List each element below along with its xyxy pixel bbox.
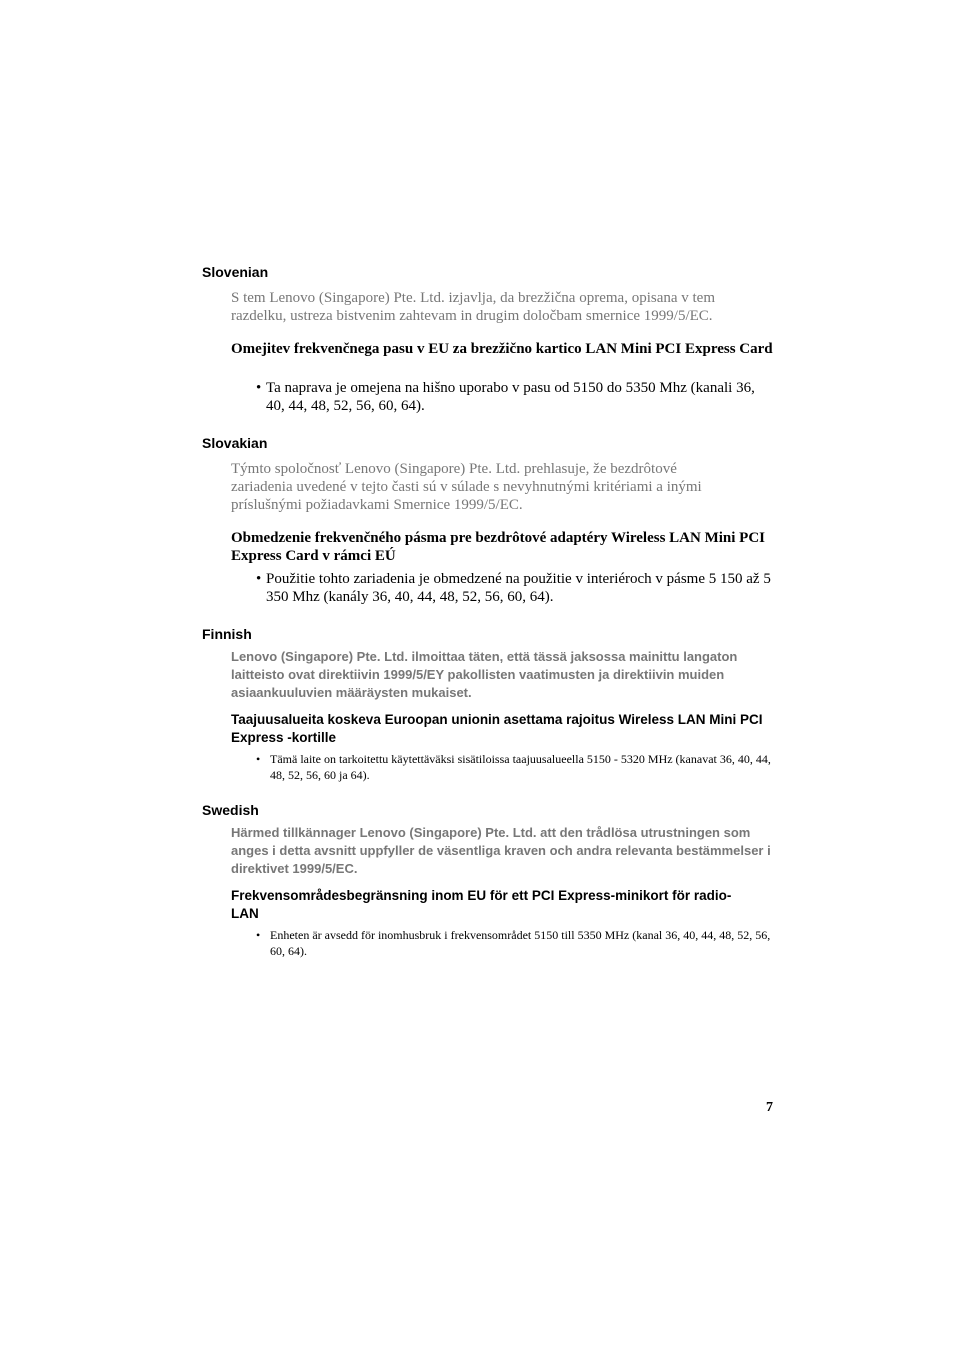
declaration-slovenian: S tem Lenovo (Singapore) Pte. Ltd. izjavlja, da brezžična oprema, opisana v tem razdelku, ustreza bistvenim zahtevam in drugim določbam smernice 1999/5/EC. [231, 290, 716, 324]
bullet-text: Tämä laite on tarkoitettu käytettäväksi sisätiloissa taajuusalueella 5150 - 5320 MHz (kanavat 36, 40, 44, 48, 52, 56, 60 ja 64). [270, 752, 771, 782]
section-heading-slovenian: Slovenian [202, 264, 269, 280]
page-number: 7 [766, 1100, 773, 1115]
bullet-icon: • [256, 928, 261, 942]
bullet-item-slovakian [256, 570, 776, 606]
bullet-text: Enheten är avsedd för inomhusbruk i frekvensområdet 5150 till 5350 MHz (kanal 36, 40, 44, 48, 52, 56, 60, 64). [270, 928, 771, 958]
restriction-title-slovenian: Omejitev frekvenčnega pasu v EU za brezžično kartico LAN Mini PCI Express Card [231, 341, 773, 357]
bullet-item-slovenian [256, 379, 776, 415]
section-heading-slovakian: Slovakian [202, 435, 268, 451]
bullet-icon: • [256, 380, 262, 396]
bullet-item-finnish [256, 751, 776, 783]
declaration-swedish: Härmed tillkännager Lenovo (Singapore) Pte. Ltd. att den trådlösa utrustningen som anges i detta avsnitt uppfyller de väsentliga kraven och andra relevanta bestämmelser i direktivet 1999/5/EC. [231, 825, 771, 876]
restriction-title-swedish: Frekvensområdesbegränsning inom EU för ett PCI Express-minikort för radio-LAN [231, 888, 732, 921]
bullet-icon: • [256, 571, 262, 587]
declaration-slovakian: Týmto spoločnosť Lenovo (Singapore) Pte. Ltd. prehlasuje, že bezdrôtové zariadenia uvedené v tejto časti sú v súlade s nevyhnutnými kritériami a inými príslušnými požiadavkami Smernice 1999/5/EC. [231, 461, 702, 513]
bullet-icon: • [256, 752, 261, 766]
restriction-title-slovakian: Obmedzenie frekvenčného pásma pre bezdrôtové adaptéry Wireless LAN Mini PCI Express Card v rámci EÚ [231, 530, 765, 564]
bullet-text: Ta naprava je omejena na hišno uporabo v pasu od 5150 do 5350 Mhz (kanali 36, 40, 44, 48, 52, 56, 60, 64). [266, 380, 755, 414]
section-heading-finnish: Finnish [202, 626, 252, 642]
declaration-finnish: Lenovo (Singapore) Pte. Ltd. ilmoittaa täten, että tässä jaksossa mainittu langaton laitteisto ovat direktiivin 1999/5/EY pakollisten vaatimusten ja direktiivin muiden asiaankuuluvien määräysten mukaiset. [231, 649, 738, 700]
restriction-title-finnish: Taajuusalueita koskeva Euroopan unionin asettama rajoitus Wireless LAN Mini PCI Express -kortille [231, 712, 763, 745]
section-heading-swedish: Swedish [202, 802, 259, 818]
bullet-text: Použitie tohto zariadenia je obmedzené na použitie v interiéroch v pásme 5 150 až 5 350 Mhz (kanály 36, 40, 44, 48, 52, 56, 60, 64). [266, 571, 771, 605]
bullet-item-swedish [256, 927, 776, 959]
